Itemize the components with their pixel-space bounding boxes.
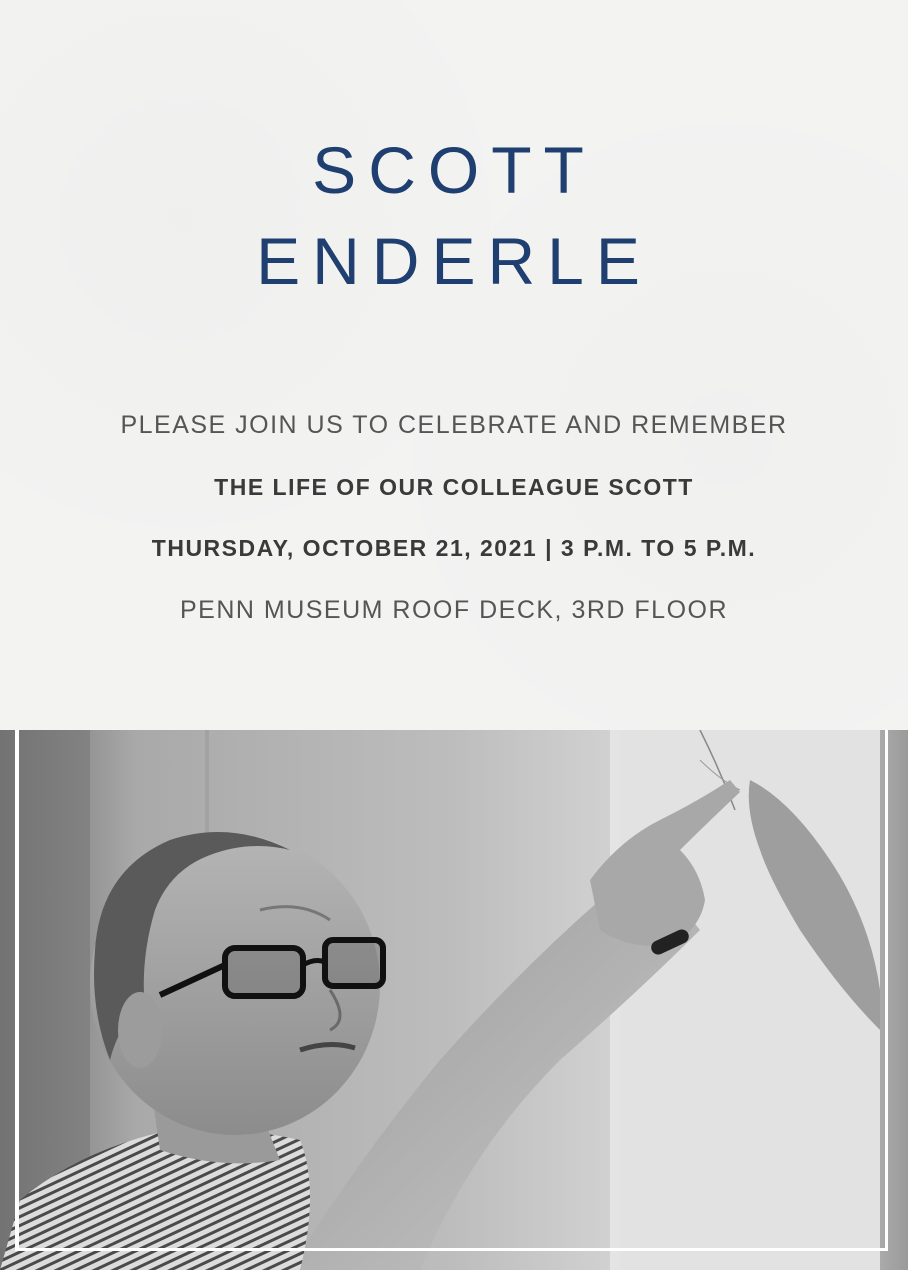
photo-frame <box>15 730 888 1251</box>
last-name-heading: ENDERLE <box>256 224 652 298</box>
invitation-line-celebrate: PLEASE JOIN US TO CELEBRATE AND REMEMBER <box>120 411 788 439</box>
event-location: PENN MUSEUM ROOF DECK, 3RD FLOOR <box>179 596 729 624</box>
first-name-heading: SCOTT <box>312 133 596 207</box>
event-date-time: THURSDAY, OCTOBER 21, 2021 | 3 P.M. TO 5 P.M. <box>151 535 757 561</box>
invitation-line-life: THE LIFE OF OUR COLLEAGUE SCOTT <box>214 474 694 500</box>
